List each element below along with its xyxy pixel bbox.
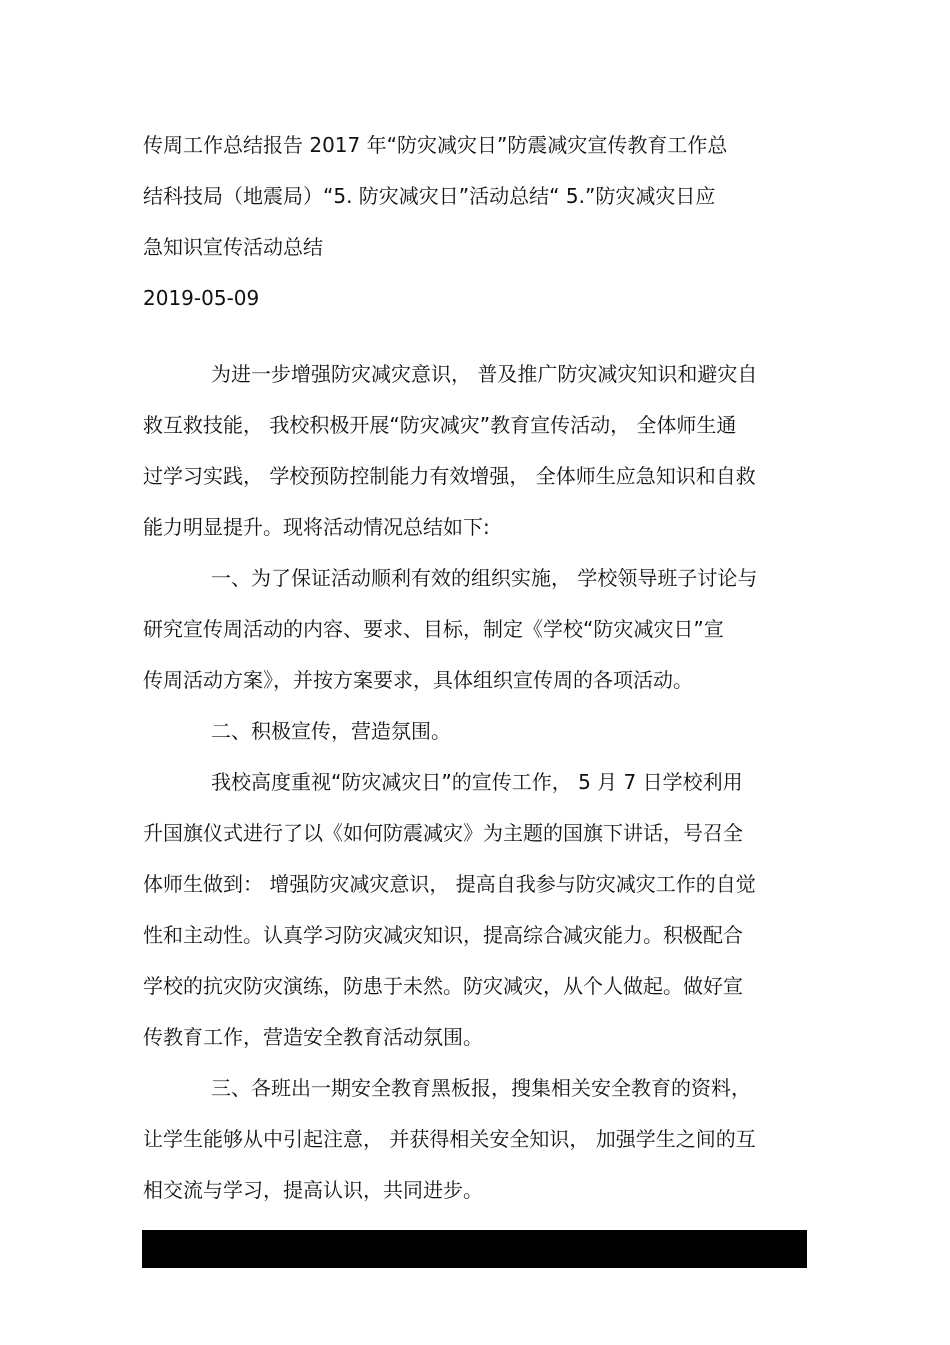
document-title — [143, 120, 808, 273]
paragraph-line: 升国旗仪式进行了以《如何防震减灾》为主题的国旗下讲话，号召全 — [143, 821, 743, 845]
paragraph-line: 让学生能够从中引起注意， 并获得相关安全知识， 加强学生之间的互 — [143, 1127, 756, 1151]
paragraph-line: 体师生做到： 增强防灾减灾意识， 提高自我参与防灾减灾工作的自觉 — [143, 872, 756, 896]
paragraph-first-line: 三、各班出一期安全教育黑板报，搜集相关安全教育的资料， — [211, 1076, 751, 1100]
paragraph-line: 传教育工作，营造安全教育活动氛围。 — [143, 1025, 483, 1049]
document-body — [143, 349, 808, 1216]
paragraph-line: 能力明显提升。现将活动情况总结如下: — [143, 515, 490, 539]
title-line: 结科技局（地震局）“5. 防灾减灾日”活动总结“ 5.”防灾减灾日应 — [143, 184, 716, 208]
paragraph-first-line: 二、积极宣传，营造氛围。 — [211, 719, 451, 743]
paragraph-first-line: 一、为了保证活动顺利有效的组织实施， 学校领导班子讨论与 — [211, 566, 758, 590]
section-spacer — [143, 324, 808, 349]
paragraph-line: 传周活动方案》，并按方案要求，具体组织宣传周的各项活动。 — [143, 668, 693, 692]
redaction-bar — [142, 1230, 807, 1268]
paragraph-line: 相交流与学习，提高认识，共同进步。 — [143, 1178, 483, 1202]
paragraph-line: 性和主动性。认真学习防灾减灾知识，提高综合减灾能力。积极配合 — [143, 923, 743, 947]
title-line: 急知识宣传活动总结 — [143, 235, 323, 259]
paragraph-line: 研究宣传周活动的内容、要求、目标，制定《学校“防灾减灾日”宣 — [143, 617, 724, 641]
paragraph-first-line: 我校高度重视“防灾减灾日”的宣传工作， 5 月 7 日学校利用 — [211, 770, 743, 794]
document-date: 2019-05-09 — [143, 286, 260, 310]
paragraph-line: 救互救技能， 我校积极开展“防灾减灾”教育宣传活动， 全体师生通 — [143, 413, 737, 437]
title-line: 传周工作总结报告 2017 年“防灾减灾日”防震减灾宣传教育工作总 — [143, 133, 728, 157]
document-content — [143, 120, 808, 1216]
paragraph-line: 过学习实践， 学校预防控制能力有效增强， 全体师生应急知识和自救 — [143, 464, 756, 488]
paragraph-line: 学校的抗灾防灾演练，防患于未然。防灾减灾，从个人做起。做好宣 — [143, 974, 743, 998]
paragraph-first-line: 为进一步增强防灾减灾意识， 普及推广防灾减灾知识和避灾自 — [211, 362, 758, 386]
